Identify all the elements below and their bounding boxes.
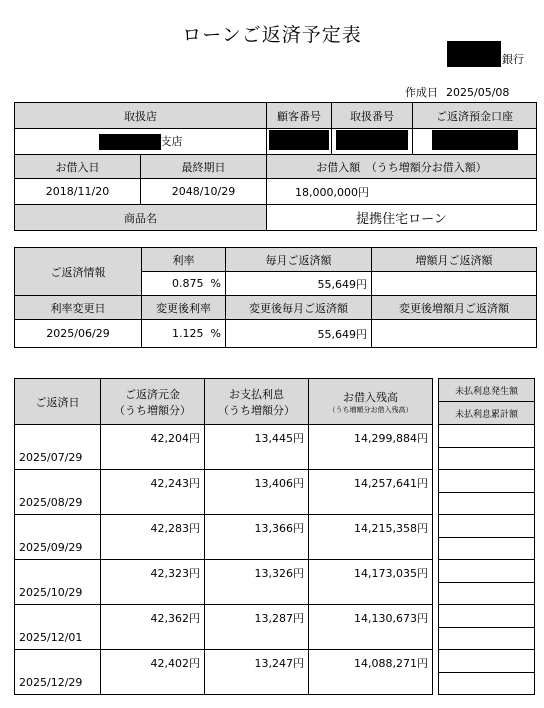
header-principal-main: ご返済元金	[125, 387, 180, 401]
unpaid-interest-table	[438, 378, 535, 695]
product-name: 提携住宅ローン	[267, 205, 537, 231]
row-principal	[101, 560, 205, 605]
header-interest	[205, 379, 309, 425]
table-row	[15, 560, 433, 605]
row-principal-text: 42,204円	[150, 432, 200, 445]
row-interest	[205, 425, 309, 470]
row-balance-text: 14,215,358円	[354, 522, 428, 535]
row-principal-text: 42,402円	[150, 657, 200, 670]
header-repayment-date: ご返済日	[15, 379, 101, 425]
new-rate-unit: %	[210, 327, 221, 340]
table-row	[15, 515, 433, 560]
unpaid-occur-cell	[439, 650, 535, 673]
row-date-text: 2025/08/29	[19, 496, 83, 509]
row-interest	[205, 605, 309, 650]
new-rate-cell	[142, 320, 226, 348]
unpaid-row	[439, 650, 535, 673]
page-title: ローンご返済予定表	[182, 24, 362, 46]
row-date-text: 2025/09/29	[19, 541, 83, 554]
rate-unit: %	[210, 277, 221, 290]
new-rate-value: 1.125	[172, 327, 204, 340]
row-principal-text: 42,323円	[150, 567, 200, 580]
unpaid-total-cell	[439, 673, 535, 695]
branch-cell	[15, 129, 267, 155]
row-principal-text: 42,283円	[150, 522, 200, 535]
header-product: 商品名	[15, 205, 267, 231]
header-borrow-date: お借入日	[15, 155, 141, 179]
header-principal	[101, 379, 205, 425]
bank-suffix: 銀行	[502, 53, 524, 66]
repayment-info-table	[14, 247, 537, 348]
row-balance	[309, 650, 433, 695]
table-row	[15, 425, 433, 470]
row-date	[15, 470, 101, 515]
row-interest-text: 13,445円	[254, 432, 304, 445]
row-balance-text: 14,130,673円	[354, 612, 428, 625]
unpaid-row	[439, 425, 535, 448]
header-unpaid-occur: 未払利息発生額	[439, 379, 535, 402]
unpaid-occur-cell	[439, 560, 535, 583]
header-handling-number: 取扱番号	[332, 103, 413, 129]
redacted-customer-number	[269, 130, 329, 150]
customer-number-cell	[267, 129, 332, 155]
table-row	[15, 650, 433, 695]
repayment-info-label: ご返済情報	[15, 248, 142, 296]
row-date	[15, 605, 101, 650]
row-interest	[205, 470, 309, 515]
row-date-text: 2025/12/29	[19, 676, 83, 689]
header-rate-change-date: 利率変更日	[15, 296, 142, 320]
unpaid-total-cell	[439, 448, 535, 470]
account-cell	[413, 129, 537, 155]
header-new-rate: 変更後利率	[142, 296, 226, 320]
unpaid-row	[439, 470, 535, 493]
row-interest-text: 13,406円	[254, 477, 304, 490]
unpaid-occur-cell	[439, 470, 535, 493]
row-balance-text: 14,257,641円	[354, 477, 428, 490]
schedule-table	[14, 378, 433, 695]
table-row	[15, 605, 433, 650]
row-principal	[101, 425, 205, 470]
table-row	[15, 470, 433, 515]
unpaid-row	[439, 605, 535, 628]
row-balance-text: 14,173,035円	[354, 567, 428, 580]
rate-cell	[142, 272, 226, 296]
header-rate: 利率	[142, 248, 226, 272]
new-monthly-payment: 55,649円	[226, 320, 372, 348]
row-interest	[205, 650, 309, 695]
header-principal-sub: （うち増額分）	[114, 403, 191, 417]
row-principal-text: 42,362円	[150, 612, 200, 625]
borrow-date: 2018/11/20	[15, 179, 141, 205]
header-final-date: 最終期日	[141, 155, 267, 179]
unpaid-total-cell	[439, 493, 535, 515]
row-principal	[101, 470, 205, 515]
unpaid-row	[439, 628, 535, 650]
unpaid-row	[439, 515, 535, 538]
header-interest-main: お支払利息	[229, 387, 284, 401]
header-bonus-payment: 増額月ご返済額	[372, 248, 537, 272]
monthly-payment: 55,649円	[226, 272, 372, 296]
branch-suffix: 支店	[160, 135, 183, 148]
row-date-text: 2025/07/29	[19, 451, 83, 464]
unpaid-row	[439, 583, 535, 605]
unpaid-occur-cell	[439, 605, 535, 628]
new-bonus-payment	[372, 320, 537, 348]
redacted-branch	[99, 134, 161, 150]
row-interest-text: 13,326円	[254, 567, 304, 580]
row-balance	[309, 470, 433, 515]
unpaid-body	[439, 425, 535, 695]
header-monthly-payment: 毎月ご返済額	[226, 248, 372, 272]
unpaid-row	[439, 493, 535, 515]
row-balance	[309, 560, 433, 605]
header-interest-sub: （うち増額分）	[218, 403, 295, 417]
handling-number-cell	[332, 129, 413, 155]
header-repayment-account: ご返済預金口座	[413, 103, 537, 129]
row-balance	[309, 515, 433, 560]
borrow-amount: 18,000,000円	[267, 179, 537, 205]
row-balance	[309, 425, 433, 470]
row-balance-text: 14,299,884円	[354, 432, 428, 445]
created-label: 作成日	[405, 86, 438, 99]
redacted-handling-number	[336, 130, 408, 150]
row-interest-text: 13,366円	[254, 522, 304, 535]
header-borrow-amount: お借入額 （うち増額分お借入額）	[267, 155, 537, 179]
row-date	[15, 425, 101, 470]
row-interest-text: 13,247円	[254, 657, 304, 670]
row-principal	[101, 650, 205, 695]
header-new-bonus: 変更後増額月ご返済額	[372, 296, 537, 320]
header-unpaid-total: 未払利息累計額	[439, 402, 535, 425]
redacted-bank-name	[447, 41, 501, 67]
unpaid-row	[439, 448, 535, 470]
header-customer-number: 顧客番号	[267, 103, 332, 129]
unpaid-occur-cell	[439, 425, 535, 448]
created-value: 2025/05/08	[446, 86, 510, 99]
header-balance-main: お借入残高	[343, 390, 398, 404]
rate-change-date: 2025/06/29	[15, 320, 142, 348]
created-date	[405, 84, 509, 100]
row-principal-text: 42,243円	[150, 477, 200, 490]
header-branch: 取扱店	[15, 103, 267, 129]
row-interest	[205, 515, 309, 560]
unpaid-row	[439, 673, 535, 695]
row-date-text: 2025/10/29	[19, 586, 83, 599]
header-balance	[309, 379, 433, 425]
final-date: 2048/10/29	[141, 179, 267, 205]
row-date	[15, 650, 101, 695]
row-balance	[309, 605, 433, 650]
unpaid-occur-cell	[439, 515, 535, 538]
header-new-monthly: 変更後毎月ご返済額	[226, 296, 372, 320]
row-date	[15, 560, 101, 605]
loan-info-table	[14, 102, 537, 231]
header-balance-sub: （うち増額分お借入残高）	[328, 405, 413, 414]
unpaid-total-cell	[439, 538, 535, 560]
redacted-account	[432, 130, 518, 150]
schedule-body	[15, 425, 433, 695]
unpaid-row	[439, 560, 535, 583]
unpaid-row	[439, 538, 535, 560]
rate-value: 0.875	[172, 277, 204, 290]
row-principal	[101, 605, 205, 650]
row-interest	[205, 560, 309, 605]
row-balance-text: 14,088,271円	[354, 657, 428, 670]
row-date	[15, 515, 101, 560]
row-principal	[101, 515, 205, 560]
row-date-text: 2025/12/01	[19, 631, 83, 644]
unpaid-total-cell	[439, 628, 535, 650]
bonus-payment	[372, 272, 537, 296]
unpaid-total-cell	[439, 583, 535, 605]
row-interest-text: 13,287円	[254, 612, 304, 625]
